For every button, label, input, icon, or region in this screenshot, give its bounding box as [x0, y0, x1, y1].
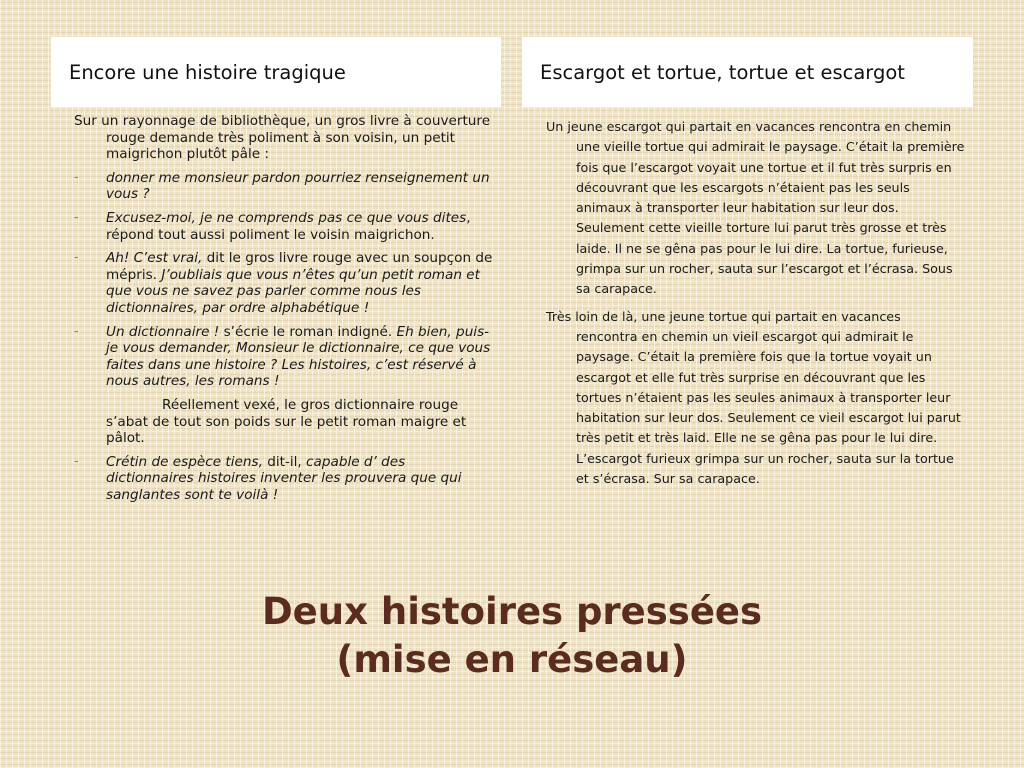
- left-story: [74, 113, 494, 510]
- right-paragraph-1: Un jeune escargot qui partait en vacances rencontra en chemin une vieille tortue qui admirait le paysage. C’était la première fois que l’escargot voyait une tortue et il fut très surpris en découvrant que les escargots n’étaient pas les seuls animaux à transporter leur habitation sur leur dos. Seulement cette vieille torture lui parut très grosse et très laide. Il ne se gêna pas pour le lui dire. La tortue, furieuse, grimpa sur un rocher, sauta sur l’escargot et l’écrasa. Sous sa carapace.: [546, 119, 965, 297]
- right-title: Escargot et tortue, tortue et escargot: [540, 60, 905, 84]
- list-item: [74, 170, 494, 203]
- dash-bullet: -: [74, 169, 79, 185]
- dialogue-text: Excusez-moi, je ne comprends pas ce que vous dites: [106, 209, 467, 226]
- dash-bullet: -: [74, 453, 79, 469]
- slide-title-line-1: Deux histoires pressées: [261, 590, 763, 633]
- dialogue-text: J’oubliais que vous n’êtes qu’un petit roman et que vous ne savez pas parler comme nous les dictionnaires, par ordre alphabétique !: [106, 266, 480, 316]
- slide-title-line-2: (mise en réseau): [336, 638, 688, 681]
- narration-paragraph: [74, 397, 494, 447]
- left-title-box: [51, 37, 501, 107]
- left-intro: Sur un rayonnage de bibliothèque, un gros livre à couverture rouge demande très poliment à son voisin, un petit maigrichon plutôt pâle :: [74, 113, 491, 163]
- narration-text: dit-il,: [262, 453, 302, 470]
- slide-title: [0, 588, 1024, 684]
- narration-text: , répond tout aussi poliment le voisin maigrichon.: [106, 209, 471, 243]
- right-title-box: [522, 37, 973, 107]
- dash-bullet: -: [74, 250, 79, 266]
- narration-text: s’écrie le roman indigné.: [219, 323, 393, 340]
- dialogue-text: Ah! C’est vrai,: [106, 250, 203, 267]
- dialogue-text: Un dictionnaire !: [106, 323, 220, 340]
- right-story: [546, 117, 966, 496]
- narration-text: dit le gros livre rouge avec un soupçon de mépris.: [106, 250, 493, 283]
- dash-bullet: -: [74, 323, 79, 339]
- list-item: [74, 454, 494, 504]
- dialogue-text: Eh bien, puis-je vous demander, Monsieur le dictionnaire, ce que vous faites dans une histoire ? Les histoires, c’est réservé à nous autres, les romans !: [106, 323, 491, 390]
- dialogue-text: Crétin de espèce tiens,: [106, 453, 263, 470]
- dash-bullet: -: [74, 209, 79, 225]
- right-paragraph-2: Très loin de là, une jeune tortue qui partait en vacances rencontra en chemin un vieil escargot qui admirait le paysage. C’était la première fois que la tortue voyait un escargot et elle fut très surprise en découvrant que les tortues n’étaient pas les seules animaux à transporter leur habitation sur leur dos. Seulement ce vieil escargot lui parut très petit et très laid. Elle ne se gêna pas pour le lui dire. L’escargot furieux grimpa sur un rocher, sauta sur la tortue et s’écrasa. Sur sa carapace.: [546, 308, 961, 487]
- list-item: [74, 324, 494, 390]
- list-item: [74, 250, 494, 316]
- narration-text: Réellement vexé, le gros dictionnaire rouge s’abat de tout son poids sur le petit roman maigre et pâlot.: [106, 396, 467, 447]
- dialogue-text: donner me monsieur pardon pourriez renseignement un vous ?: [106, 169, 490, 203]
- left-title: Encore une histoire tragique: [69, 60, 346, 84]
- list-item: [74, 210, 494, 243]
- dialogue-text: capable d’ des dictionnaires histoires inventer les prouvera que qui sanglantes sont te voilà !: [106, 453, 462, 503]
